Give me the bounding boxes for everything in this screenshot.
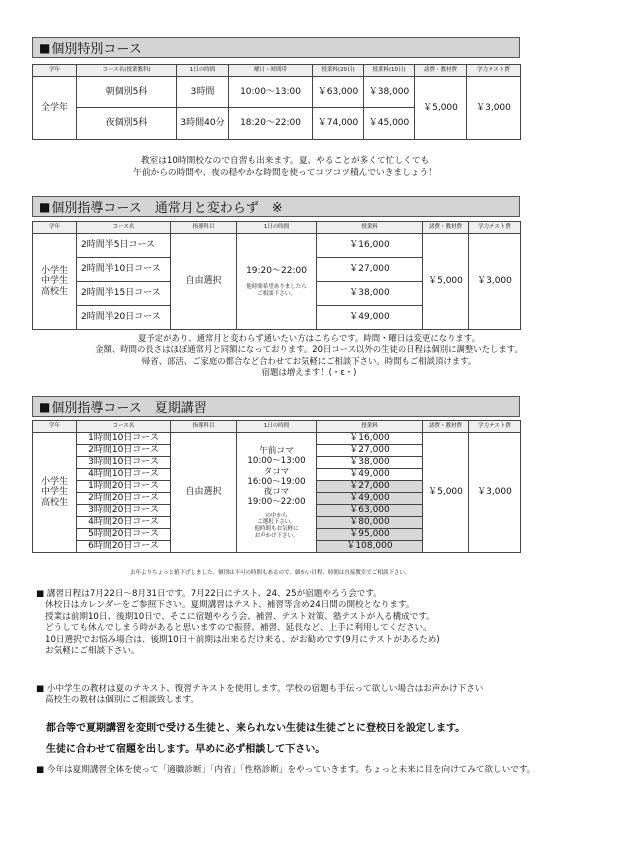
table-row — [33, 433, 521, 445]
course-cell: 3時間20日コース — [77, 505, 171, 517]
table-row — [33, 234, 521, 258]
header-cell: 授業料 — [317, 222, 423, 234]
fee-cell: ￥27,000 — [317, 258, 423, 282]
test-fee-cell: ￥3,000 — [469, 433, 521, 553]
time-line: 16:00～19:00 — [247, 476, 306, 487]
course-cell: 1時間20日コース — [77, 481, 171, 493]
section1-table — [32, 64, 521, 140]
note-line: 宿題は増えます！(・ε・) — [261, 367, 357, 378]
time-note-line: お声かけ下さい。 — [254, 532, 299, 539]
section1-title: 個別特別コース — [51, 42, 142, 57]
course-cell: 2時間半15日コース — [77, 282, 171, 306]
note-line: 10日選択でお悩み場合は、後期10日＋前期は出来るだけ来る、がお勧めです(9月にテストがあるため) — [45, 634, 440, 645]
fee20-cell: ￥63,000 — [313, 77, 364, 108]
fee-cell: ￥80,000 — [317, 517, 423, 529]
section3-footnote: 去年よりちょっと値下げしました。個別は不可の時間もあるので、細かい日程、時間は直接教室でご相談下さい。 — [130, 570, 411, 576]
time-cell: 3時間 — [177, 77, 229, 108]
time-line: 午前コマ — [259, 445, 294, 456]
course-cell: 朝個別5科 — [77, 77, 177, 108]
section3-table — [32, 420, 521, 553]
header-cell: 授業料(20日) — [313, 65, 364, 77]
header-cell: 1日の時間 — [237, 421, 317, 433]
header-cell: 授業料 — [317, 421, 423, 433]
fee-cell: ￥49,000 — [317, 493, 423, 505]
header-cell: 学力テスト費 — [469, 222, 521, 234]
subject-cell: 自由選択 — [171, 234, 237, 330]
materials-cell: ￥5,000 — [423, 433, 469, 553]
time-note-line: 他時間希望ありましたら — [246, 284, 307, 291]
fee-cell: ￥27,000 — [317, 481, 423, 493]
course-cell: 2時間半20日コース — [77, 306, 171, 330]
fee10-cell: ￥45,000 — [364, 108, 415, 140]
course-cell: 2時間半5日コース — [77, 234, 171, 258]
hours-cell: 18:20～22:00 — [229, 108, 313, 140]
header-cell: コース名(授業教科) — [77, 65, 177, 77]
header-cell: コース名 — [77, 222, 171, 234]
note-line: お気軽にご相談下さい。 — [45, 646, 140, 657]
fee10-cell: ￥38,000 — [364, 77, 415, 108]
header-cell: 曜日・時間帯 — [229, 65, 313, 77]
note-line: ■ 講習日程は7月22日～8月31日です。7月22日にテスト、24、25が宿題やろう会です。 — [36, 589, 382, 599]
grade-cell — [33, 433, 77, 553]
course-cell: 4時間10日コース — [77, 469, 171, 481]
header-cell: 1日の時間 — [177, 65, 229, 77]
course-cell: 5時間20日コース — [77, 529, 171, 541]
grade-line: 小学生 — [40, 476, 68, 487]
table-row — [33, 77, 521, 108]
time-line: 19:00～22:00 — [247, 497, 306, 508]
fee-cell: ￥49,000 — [317, 306, 423, 330]
grade-line: 中学生 — [40, 276, 68, 287]
note-line: 授業は前期10日、後期10日で、そこに宿題やろう会、補習、テスト対策、塾テストが入る構成です。 — [45, 611, 435, 622]
fee-cell: ￥108,000 — [317, 541, 423, 553]
time-line: タコマ — [263, 466, 290, 477]
grade-line: 高校生 — [40, 497, 68, 508]
materials-cell: ￥5,000 — [415, 77, 467, 140]
header-cell: 授業料(10日) — [364, 65, 415, 77]
note-line: 高校生の教材は個別にご相談致します。 — [45, 695, 200, 706]
section2-header — [32, 196, 520, 217]
header-cell: 学年 — [33, 421, 77, 433]
note-line: どうしても休んでしまう時があると思いますので振替、補習、延長など、上手に利用してください。 — [45, 623, 432, 634]
header-cell: 指導科目 — [171, 421, 237, 433]
section3-title: 個別指導コース 夏期講習 — [51, 401, 207, 416]
section2-title: 個別指導コース 通常月と変わらず ※ — [51, 201, 283, 216]
section3-header — [32, 396, 520, 417]
fee-cell: ￥49,000 — [317, 469, 423, 481]
final-note: ■ 今年は夏期講習全体を使って「適職診断」「内省」「性格診断」をやっていきます。ちょっと未来に目を向けてみて欲しいです。 — [36, 765, 536, 775]
fee-cell: ￥27,000 — [317, 445, 423, 457]
hours-cell: 10:00～13:00 — [229, 77, 313, 108]
note-line: 教室は10時開校なので自習も出来ます。夏、やることが多くて忙しくても — [140, 156, 430, 166]
course-cell: 2時間10日コース — [77, 445, 171, 457]
time-range: 19:20～22:00 — [246, 265, 307, 276]
header-cell: 学年 — [33, 65, 77, 77]
time-line: 10:00～13:00 — [247, 456, 306, 467]
fee-cell: ￥63,000 — [317, 505, 423, 517]
course-cell: 3時間10日コース — [77, 457, 171, 469]
header-cell: 指導科目 — [171, 222, 237, 234]
header-cell: 学力テスト費 — [469, 421, 521, 433]
section2-table — [32, 221, 521, 330]
fee-cell: ￥16,000 — [317, 433, 423, 445]
grade-line: 高校生 — [40, 286, 68, 297]
note-line: ■ 小中学生の教材は夏のテキスト、復習テキストを使用します。学校の宿題も手伝って欲しい場合はお声かけ下さい — [36, 684, 484, 694]
grade-line: 小学生 — [40, 265, 68, 276]
fee20-cell: ￥74,000 — [313, 108, 364, 140]
section1-note — [80, 156, 490, 179]
fee-cell: ￥38,000 — [317, 457, 423, 469]
time-cell: 3時間40分 — [177, 108, 229, 140]
test-fee-cell: ￥3,000 — [469, 234, 521, 330]
fee-cell: ￥16,000 — [317, 234, 423, 258]
course-cell: 2時間20日コース — [77, 493, 171, 505]
time-line: 夜コマ — [263, 487, 290, 498]
bold-notice-2: 生徒に合わせて宿題を出します。早めに必ず相談して下さい。 — [46, 744, 326, 755]
time-note-line: 他時間もお気軽に — [254, 525, 299, 532]
note-line: 午前からの時間や、夜の穏やかな時間を使ってコツコツ積んでいきましょう！ — [133, 167, 437, 178]
test-fee-cell: ￥3,000 — [467, 77, 521, 140]
grade-line: 中学生 — [40, 487, 68, 498]
bold-notice-1: 都合等で夏期講習を変則で受ける生徒と、来られない生徒は生徒ごとに登校日を設定します。 — [46, 723, 466, 734]
time-note-line: ご選択下さい。 — [257, 519, 296, 526]
header-cell: 諸費・教材費 — [423, 222, 469, 234]
time-note-line: ご相談下さい。 — [257, 290, 296, 297]
course-cell: 2時間半10日コース — [77, 258, 171, 282]
schedule-notes — [36, 589, 440, 658]
fee-cell: ￥95,000 — [317, 529, 423, 541]
fee-cell: ￥38,000 — [317, 282, 423, 306]
time-cell — [237, 433, 317, 553]
materials-cell: ￥5,000 — [423, 234, 469, 330]
header-cell: 学力テスト費 — [467, 65, 521, 77]
header-cell: コース名 — [77, 421, 171, 433]
grade-cell — [33, 234, 77, 330]
section1-header — [32, 37, 520, 58]
header-cell: 学年 — [33, 222, 77, 234]
note-line: 休校日はカレンダーをご参照下さい。夏期講習はテスト、補習等含め24日間の開校となります。 — [45, 600, 415, 611]
course-cell: 4時間20日コース — [77, 517, 171, 529]
square-bullet-icon: ■ — [39, 399, 51, 414]
square-bullet-icon: ■ — [39, 199, 51, 214]
section2-note — [30, 333, 588, 378]
header-cell: 1日の時間 — [237, 222, 317, 234]
course-cell: 1時間10日コース — [77, 433, 171, 445]
note-line: 帰省、部活、ご家庭の都合など合わせてお気軽にご相談下さい。時間もご相談頂けます。 — [141, 355, 477, 366]
header-cell: 諸費・教材費 — [423, 421, 469, 433]
grade-cell: 全学年 — [33, 77, 77, 140]
square-bullet-icon: ■ — [39, 40, 51, 55]
note-line: 金額、時間の長さはほぼ通常月と同額になっております。20日コース以外の生徒の日程は個別に調整いたします。 — [95, 344, 523, 355]
section3-header-row — [33, 421, 521, 433]
note-line: 夏予定があり、通常月と変わらず通いたい方はこちらです。時間・曜日は変更になります。 — [138, 333, 480, 343]
materials-notes — [36, 684, 483, 707]
section2-header-row — [33, 222, 521, 234]
section1-header-row — [33, 65, 521, 77]
time-note-line: の中から — [265, 512, 288, 519]
course-cell: 6時間20日コース — [77, 541, 171, 553]
course-cell: 夜個別5科 — [77, 108, 177, 140]
header-cell: 諸費・教材費 — [415, 65, 467, 77]
subject-cell: 自由選択 — [171, 433, 237, 553]
time-cell — [237, 234, 317, 330]
